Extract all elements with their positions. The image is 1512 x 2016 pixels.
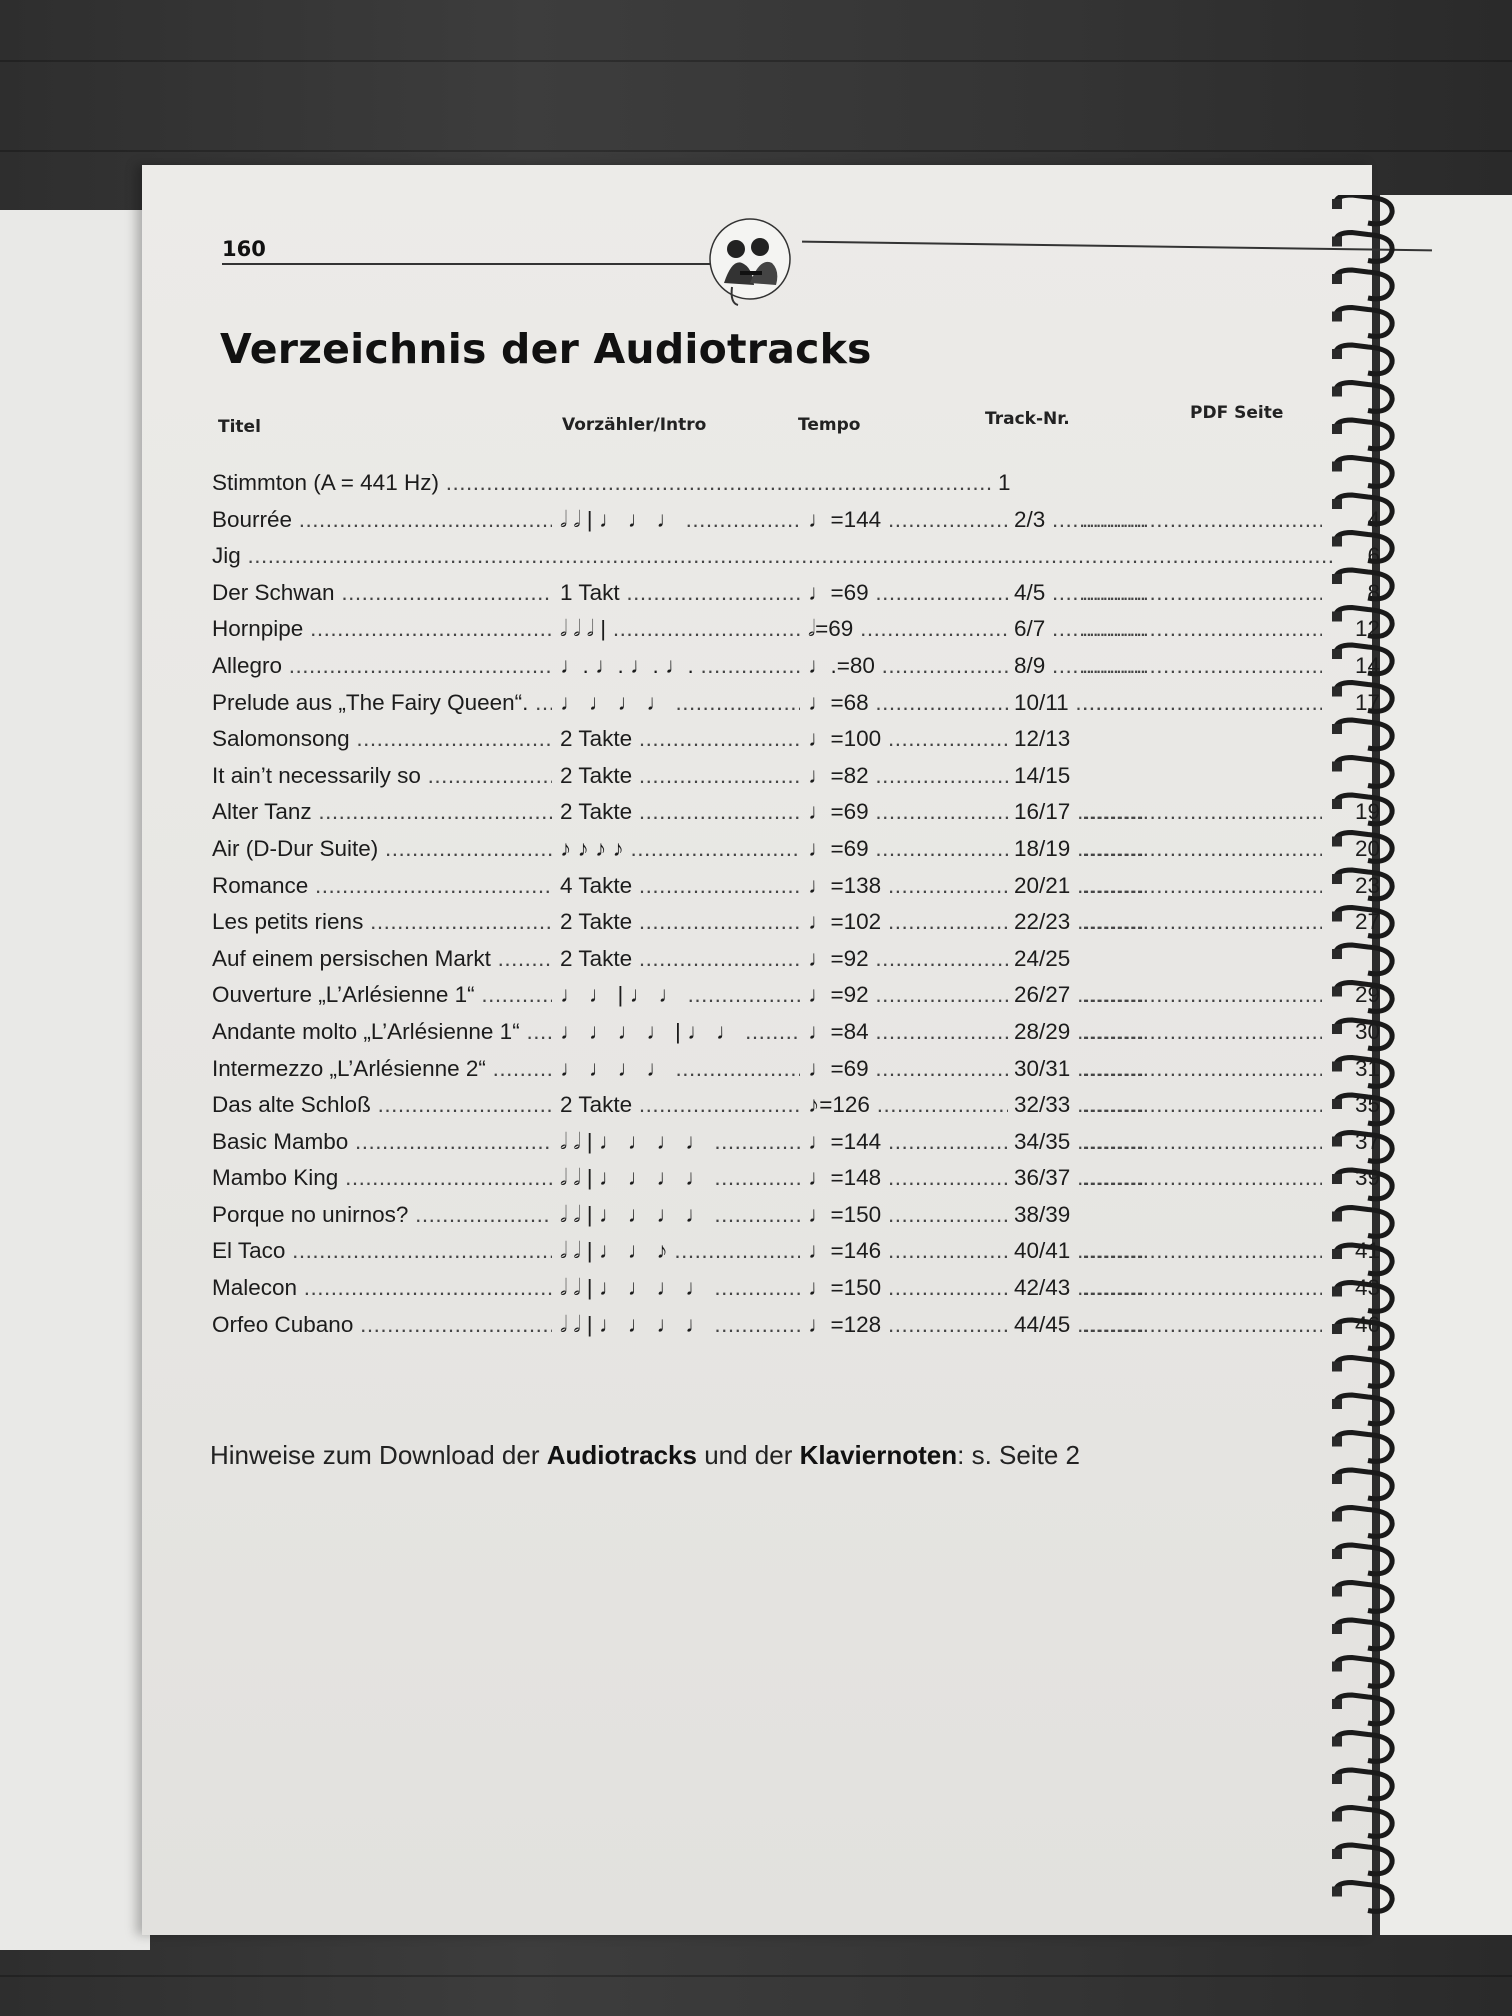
punch-hole — [1332, 1024, 1342, 1034]
track-number: 22/23 ..... — [1014, 909, 1144, 935]
track-number: 44/45 ..... — [1014, 1312, 1144, 1338]
track-title: Andante molto „L’Arlésienne 1“ ..... — [212, 1019, 552, 1045]
column-header-pdf: PDF Seite — [1190, 403, 1284, 423]
punch-hole — [1332, 1849, 1342, 1859]
tempo: ♩=68 ..... — [808, 690, 1008, 716]
spiral-loop — [1336, 1245, 1392, 1274]
track-number: 18/19 ..... — [1014, 836, 1144, 862]
punch-hole — [1332, 387, 1342, 397]
punch-hole — [1332, 912, 1342, 922]
track-number: 6/7 ..... — [1014, 616, 1144, 642]
note-klaviernoten: Klaviernoten — [799, 1440, 958, 1470]
table-row — [212, 909, 1432, 946]
track-number: 2/3 ..... — [1014, 507, 1144, 533]
punch-hole — [1332, 462, 1342, 472]
table-row — [212, 763, 1432, 800]
header-rule — [222, 263, 742, 265]
count-in: ♩. ♩. ♩. ♩. ..... — [560, 653, 800, 679]
column-header-intro: Vorzähler/Intro — [562, 415, 707, 435]
pdf-page: 43 — [1354, 1275, 1380, 1301]
spiral-loop — [1336, 1508, 1392, 1537]
spiral-loop — [1336, 1358, 1392, 1387]
spiral-loop — [1336, 1545, 1392, 1574]
table-row — [212, 1056, 1432, 1093]
count-in: 𝅗𝅥 𝅗𝅥 𝅗𝅥 | ..... — [560, 616, 800, 642]
spiral-loop — [1336, 1883, 1392, 1912]
punch-hole — [1332, 1212, 1342, 1222]
pdf-page: 46 — [1354, 1311, 1380, 1337]
spiral-loop — [1336, 945, 1392, 974]
track-number: 4/5 ..... — [1014, 580, 1144, 606]
punch-hole — [1332, 837, 1342, 847]
spiral-loop — [1336, 1133, 1392, 1162]
count-in: 𝅗𝅥 𝅗𝅥 | ♩ ♩ ♩ ♩ ..... — [560, 1275, 800, 1301]
track-title: Jig ..... — [212, 543, 1332, 569]
track-title: El Taco ..... — [212, 1238, 552, 1264]
spiral-loop — [1336, 795, 1392, 824]
punch-hole — [1332, 1137, 1342, 1147]
punch-hole — [1332, 237, 1342, 247]
pdf-page: 6 — [1367, 543, 1380, 569]
tempo: ♩=92 ..... — [808, 946, 1008, 972]
count-in: ♩ ♩ ♩ ♩ ..... — [560, 690, 800, 716]
track-number: 24/25 — [1014, 945, 1071, 971]
spiral-binding — [1328, 195, 1402, 1930]
track-title: Allegro ..... — [212, 653, 552, 679]
table-row — [212, 1312, 1432, 1349]
punch-hole — [1332, 1699, 1342, 1709]
track-title: Air (D-Dur Suite) ..... — [212, 836, 552, 862]
punch-hole — [1332, 724, 1342, 734]
table-row — [212, 726, 1432, 763]
tempo: ♩=138 ..... — [808, 873, 1008, 899]
spiral-loop — [1336, 1208, 1392, 1237]
track-title: Hornpipe ..... — [212, 616, 552, 642]
pdf-page: 4 — [1367, 506, 1380, 532]
table-row — [212, 1019, 1432, 1056]
punch-hole — [1332, 874, 1342, 884]
track-title: Porque no unirnos? ..... — [212, 1202, 552, 1228]
column-header-title: Titel — [218, 417, 261, 437]
punch-hole — [1332, 987, 1342, 997]
count-in: 𝅗𝅥 𝅗𝅥 | ♩ ♩ ♪ ..... — [560, 1238, 800, 1264]
pdf-page: 20 — [1354, 835, 1380, 861]
track-number: 20/21 ..... — [1014, 873, 1144, 899]
spiral-loop — [1336, 1433, 1392, 1462]
spiral-loop — [1336, 570, 1392, 599]
punch-hole — [1332, 1324, 1342, 1334]
punch-hole — [1332, 199, 1342, 209]
spiral-loop — [1336, 683, 1392, 712]
count-in: 2 Takte ..... — [560, 799, 800, 825]
pdf-page: 12 — [1354, 616, 1380, 642]
punch-hole — [1332, 949, 1342, 959]
count-in: 2 Takte ..... — [560, 946, 800, 972]
tempo: ♪=126 ..... — [808, 1092, 1008, 1118]
spiral-loop — [1336, 233, 1392, 262]
tempo: ♩=92 ..... — [808, 982, 1008, 1008]
spiral-loop — [1336, 758, 1392, 787]
note-text: und der — [696, 1440, 800, 1470]
punch-hole — [1332, 1887, 1342, 1897]
count-in: 𝅗𝅥 𝅗𝅥 | ♩ ♩ ♩ ♩ ..... — [560, 1165, 800, 1191]
tempo: ♩=128 ..... — [808, 1312, 1008, 1338]
note-audiotracks: Audiotracks — [546, 1440, 697, 1470]
musicians-logo-icon — [702, 213, 798, 309]
table-row — [212, 873, 1432, 910]
spiral-loop — [1336, 458, 1392, 487]
spiral-loop — [1336, 908, 1392, 937]
punch-hole — [1332, 1624, 1342, 1634]
page-title: Verzeichnis der Audiotracks — [220, 325, 872, 373]
spiral-loop — [1336, 270, 1392, 299]
punch-hole — [1332, 1774, 1342, 1784]
note-text: : s. Seite 2 — [957, 1440, 1080, 1470]
track-number: 42/43 ..... — [1014, 1275, 1144, 1301]
punch-hole — [1332, 274, 1342, 284]
book-page — [142, 165, 1380, 1935]
spiral-loop — [1336, 1320, 1392, 1349]
spiral-loop — [1336, 195, 1392, 224]
spiral-loop — [1336, 1808, 1392, 1837]
tempo: ♩=69 ..... — [808, 580, 1008, 606]
pdf-page: 14 — [1354, 652, 1380, 678]
spiral-loop — [1336, 1095, 1392, 1124]
tempo: ♩=146 ..... — [808, 1238, 1008, 1264]
track-title: Salomonsong ..... — [212, 726, 552, 752]
spiral-loop — [1336, 1695, 1392, 1724]
track-number: 38/39 — [1014, 1201, 1071, 1227]
punch-hole — [1332, 1287, 1342, 1297]
table-row — [212, 690, 1432, 727]
column-header-track: Track-Nr. — [985, 409, 1070, 429]
table-row — [212, 1129, 1432, 1166]
track-number: 10/11 ..... — [1014, 690, 1144, 716]
pdf-page: 30 — [1354, 1018, 1380, 1044]
column-header-tempo: Tempo — [798, 415, 861, 435]
table-row — [212, 1092, 1432, 1129]
pdf-page: 29 — [1354, 982, 1380, 1008]
count-in: 𝅗𝅥 𝅗𝅥 | ♩ ♩ ♩ ..... — [560, 507, 800, 533]
punch-hole — [1332, 612, 1342, 622]
punch-hole — [1332, 1549, 1342, 1559]
tempo: ♩=69 ..... — [808, 799, 1008, 825]
spiral-loop — [1336, 1845, 1392, 1874]
count-in: ♩ ♩ | ♩ ♩ ..... — [560, 982, 800, 1008]
count-in: ♩ ♩ ♩ ♩ | ♩ ♩ ..... — [560, 1019, 800, 1045]
table-row — [212, 1165, 1432, 1202]
table-row — [212, 507, 1432, 544]
tempo: ♩=100 ..... — [808, 726, 1008, 752]
tempo: ♩=148 ..... — [808, 1165, 1008, 1191]
track-title: Auf einem persischen Markt ..... — [212, 946, 552, 972]
tempo: ♩.=80 ..... — [808, 653, 1008, 679]
table-row — [212, 1275, 1432, 1312]
track-title: Der Schwan ..... — [212, 580, 552, 606]
track-title: Romance ..... — [212, 873, 552, 899]
spiral-loop — [1336, 1020, 1392, 1049]
punch-hole — [1332, 499, 1342, 509]
spiral-loop — [1336, 308, 1392, 337]
tempo: ♩=102 ..... — [808, 909, 1008, 935]
count-in: ♪ ♪ ♪ ♪ ..... — [560, 836, 800, 862]
spiral-loop — [1336, 345, 1392, 374]
punch-hole — [1332, 649, 1342, 659]
spiral-loop — [1336, 495, 1392, 524]
punch-hole — [1332, 1399, 1342, 1409]
count-in: 2 Takte ..... — [560, 726, 800, 752]
note-text: Hinweise zum Download der — [210, 1440, 547, 1470]
punch-hole — [1332, 1512, 1342, 1522]
track-title: Les petits riens ..... — [212, 909, 552, 935]
punch-hole — [1332, 424, 1342, 434]
track-number: 12/13 — [1014, 726, 1071, 752]
spiral-loop — [1336, 645, 1392, 674]
track-title: Das alte Schloß ..... — [212, 1092, 552, 1118]
punch-hole — [1332, 1662, 1342, 1672]
pdf-page: 41 — [1354, 1238, 1380, 1264]
track-title: Bourrée ..... — [212, 507, 552, 533]
count-in: ♩ ♩ ♩ ♩ ..... — [560, 1056, 800, 1082]
spiral-loop — [1336, 1283, 1392, 1312]
table-row — [212, 543, 1432, 580]
pdf-page: 8 — [1367, 579, 1380, 605]
table-row — [212, 946, 1432, 983]
spiral-loop — [1336, 833, 1392, 862]
track-title: Ouverture „L’Arlésienne 1“ ..... — [212, 982, 552, 1008]
tempo: ♩=150 ..... — [808, 1275, 1008, 1301]
spiral-loop — [1336, 1658, 1392, 1687]
table-row — [212, 836, 1432, 873]
punch-hole — [1332, 1812, 1342, 1822]
track-number: 36/37 ..... — [1014, 1165, 1144, 1191]
track-title: Malecon ..... — [212, 1275, 552, 1301]
track-number: 14/15 — [1014, 762, 1071, 788]
tempo: ♩=144 ..... — [808, 1129, 1008, 1155]
track-number: 34/35 ..... — [1014, 1129, 1144, 1155]
spiral-loop — [1336, 1395, 1392, 1424]
pdf-page: 23 — [1354, 872, 1380, 898]
track-title: Alter Tanz ..... — [212, 799, 552, 825]
track-title: It ain’t necessarily so ..... — [212, 763, 552, 789]
punch-hole — [1332, 349, 1342, 359]
pdf-page: 27 — [1354, 909, 1380, 935]
spiral-loop — [1336, 870, 1392, 899]
punch-hole — [1332, 312, 1342, 322]
spiral-loop — [1336, 608, 1392, 637]
punch-hole — [1332, 1737, 1342, 1747]
spiral-loop — [1336, 533, 1392, 562]
spiral-loop — [1336, 1770, 1392, 1799]
punch-hole — [1332, 1587, 1342, 1597]
punch-hole — [1332, 1174, 1342, 1184]
punch-hole — [1332, 1249, 1342, 1259]
table-row — [212, 616, 1432, 653]
spiral-loop — [1336, 1058, 1392, 1087]
count-in: 1 Takt ..... — [560, 580, 800, 606]
table-row — [212, 470, 1432, 507]
punch-hole — [1332, 537, 1342, 547]
punch-hole — [1332, 762, 1342, 772]
spiral-loop — [1336, 1620, 1392, 1649]
spiral-loop — [1336, 1583, 1392, 1612]
track-number: 8/9 ..... — [1014, 653, 1144, 679]
tempo: ♩=69 ..... — [808, 836, 1008, 862]
page-number: 160 — [222, 237, 266, 261]
track-number: 32/33 ..... — [1014, 1092, 1144, 1118]
download-note — [210, 1440, 1080, 1471]
punch-hole — [1332, 799, 1342, 809]
spiral-loop — [1336, 420, 1392, 449]
punch-hole — [1332, 687, 1342, 697]
table-row — [212, 982, 1432, 1019]
tempo: ♩=144 ..... — [808, 507, 1008, 533]
spiral-loop — [1336, 1733, 1392, 1762]
pdf-page: 37 — [1354, 1128, 1380, 1154]
count-in: 𝅗𝅥 𝅗𝅥 | ♩ ♩ ♩ ♩ ..... — [560, 1202, 800, 1228]
tempo: ♩=69 ..... — [808, 1056, 1008, 1082]
tempo: ♩=82 ..... — [808, 763, 1008, 789]
track-title: Stimmton (A = 441 Hz) ..... — [212, 470, 992, 496]
pdf-page: 39 — [1354, 1165, 1380, 1191]
punch-hole — [1332, 1437, 1342, 1447]
count-in: 𝅗𝅥 𝅗𝅥 | ♩ ♩ ♩ ♩ ..... — [560, 1312, 800, 1338]
track-number: 16/17 ..... — [1014, 799, 1144, 825]
track-title: Mambo King ..... — [212, 1165, 552, 1191]
track-number: 28/29 ..... — [1014, 1019, 1144, 1045]
spiral-loop — [1336, 1470, 1392, 1499]
track-title: Basic Mambo ..... — [212, 1129, 552, 1155]
spiral-loop — [1336, 983, 1392, 1012]
count-in: 𝅗𝅥 𝅗𝅥 | ♩ ♩ ♩ ♩ ..... — [560, 1129, 800, 1155]
track-number: 1 — [998, 470, 1011, 495]
track-title: Intermezzo „L’Arlésienne 2“ ..... — [212, 1056, 552, 1082]
spiral-loop — [1336, 720, 1392, 749]
table-row — [212, 1202, 1432, 1239]
count-in: 2 Takte ..... — [560, 763, 800, 789]
punch-hole — [1332, 1099, 1342, 1109]
punch-hole — [1332, 574, 1342, 584]
spiral-loop — [1336, 383, 1392, 412]
table-row — [212, 799, 1432, 836]
track-number: 26/27 ..... — [1014, 982, 1144, 1008]
table-row — [212, 1238, 1432, 1275]
spiral-loop — [1336, 1170, 1392, 1199]
track-number: 30/31 ..... — [1014, 1056, 1144, 1082]
track-title: Prelude aus „The Fairy Queen“. ..... — [212, 690, 552, 716]
punch-hole — [1332, 1362, 1342, 1372]
tempo: 𝅗𝅥=69 ..... — [808, 616, 1008, 642]
punch-hole — [1332, 1474, 1342, 1484]
table-row — [212, 653, 1432, 690]
tempo: ♩=150 ..... — [808, 1202, 1008, 1228]
count-in: 2 Takte ..... — [560, 909, 800, 935]
pdf-page: 35 — [1354, 1092, 1380, 1118]
table-row — [212, 580, 1432, 617]
punch-hole — [1332, 1062, 1342, 1072]
track-list — [212, 470, 1432, 1348]
pdf-page: 17 — [1354, 689, 1380, 715]
pdf-page: 19 — [1354, 799, 1380, 825]
pdf-page: 31 — [1354, 1055, 1380, 1081]
track-title: Orfeo Cubano ..... — [212, 1312, 552, 1338]
tempo: ♩=84 ..... — [808, 1019, 1008, 1045]
count-in: 2 Takte ..... — [560, 1092, 800, 1118]
left-page-edge — [0, 210, 150, 1950]
track-number: 40/41 ..... — [1014, 1238, 1144, 1264]
count-in: 4 Takte ..... — [560, 873, 800, 899]
